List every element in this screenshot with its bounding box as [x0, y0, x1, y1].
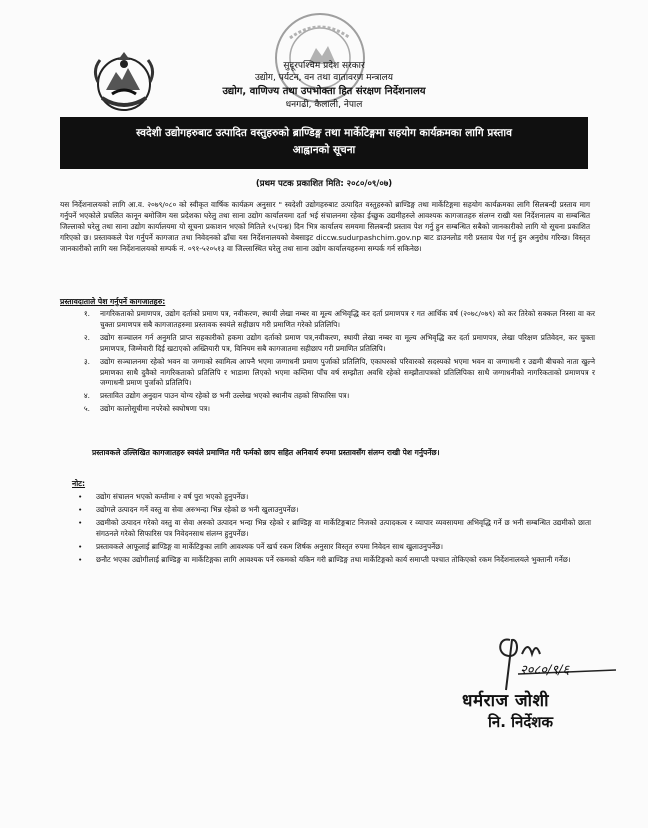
documents-list — [60, 309, 595, 417]
bullet-icon: • — [78, 541, 83, 551]
signatory-title: नि. निर्देशक — [488, 713, 554, 731]
document-item — [60, 391, 595, 402]
notes-list — [78, 492, 591, 567]
bullet-icon: • — [78, 492, 83, 501]
note-item — [78, 517, 591, 540]
notice-title-line1: स्वदेशी उद्योगहरुबाट उत्पादित वस्तुहरुको ब्राण्डिङ्ग तथा मार्केटिङ्गमा सहयोग कार्यक्रमका लागि प्रस्ताव — [136, 127, 512, 139]
note-item — [78, 554, 591, 566]
note-item — [78, 541, 591, 553]
note-item — [78, 504, 591, 516]
signature-date: २०८०/९/६ — [520, 663, 570, 678]
item-text: प्रस्तावित उद्योग अनुदान पाउन योग्य रहेको छ भनी उल्लेख भएको स्थानीय तहको सिफारिस पत्र। — [100, 391, 350, 401]
notice-title-line2: आह्वानको सूचना — [292, 144, 356, 156]
document-item — [60, 309, 595, 331]
document-item — [60, 357, 595, 390]
letterhead-ministry: उद्योग, पर्यटन, वन तथा वातावरण मन्त्रालय — [254, 73, 394, 83]
item-text: नागरिकताको प्रमाणपत्र, उद्योग दर्ताको प्रमाण पत्र, नवीकरण, स्थायी लेखा नम्बर वा मूल्य अभिवृद्धि कर दर्ता प्रमाणपत्र र गत आर्थिक वर्ष (२०७८/०७९) को कर तिरेको सक्कल निस्सा वा कर चुक्ता प्रमाणपत्र सबै कागजातहरुमा प्रस्तावक स्वयंले सहीछाप गरी प्रमाणित गरेको प्रतिलिपि। — [100, 309, 595, 329]
document-item — [60, 404, 595, 415]
item-text: उद्योग सञ्चालन गर्न अनुमति प्राप्त सहकारीको हकमा उद्योग दर्ताको प्रमाण पत्र,नवीकरण, स्थायी लेखा नम्बर वा मूल्य अभिवृद्धि कर दर्ता प्रमाणपत्र, लेखा परिक्षण प्रतिवेदन, कर चुक्ता प्रमाणपत्र, जिम्मेवारी दिई खटाएको अख्तियारी पत्र, विनियम सबै कागजातमा सहीछाप गरी प्रमाणित प्रतिलिपि। — [100, 332, 595, 353]
note-text: छनौट भएका उद्योगीलाई ब्राण्डिङ्ग वा मार्केटिङ्गका लागि आवश्यक पर्ने रकमको यकिन गरी ब्राण्डिङ्ग तथा मार्केटिङ्गको कार्य समाप्ती पश्चात तोकिएको रकम निर्देशनालयले भुक्तानी गर्नेछ। — [96, 554, 571, 564]
item-number: १. — [83, 309, 90, 318]
publication-date: (प्रथम पटक प्रकाशित मिति: २०८०/०९/०७) — [255, 179, 393, 189]
bullet-icon: • — [78, 517, 83, 527]
closing-instruction: प्रस्तावकले उल्लिखित कागजातहरु स्वयंले प्रमाणित गरी फर्मको छाप सहित अनिवार्य रुपमा प्रस्तावसँग संलग्न राखी पेश गर्नुपर्नेछ। — [92, 448, 440, 457]
note-heading: नोट: — [72, 479, 86, 488]
item-text: उद्योग सञ्चालनमा रहेको भवन वा जग्गाको स्वामित्व आफ्नै भएमा जग्गाधनी प्रमाण पुर्जाको प्रतिलिपि, एकाघरको परिवारको सदस्यको भएमा भवन वा जग्गाधनी र उद्यमी बीचको नाता खुल्ने प्रमाणका साथै दुवैको नागरिकताको प्रतिलिपि र भाडामा लिएको भएमा कम्तिमा पाँच वर्ष सम्झौता अवधि रहेको सम्झौतापत्रको प्रतिलिपिका साथै जग्गाधनीको नागरिकताको प्रमाणपत्र र जग्गाधनी प्रमाण पुर्जाको प्रतिलिपि। — [100, 356, 595, 388]
note-text: प्रस्तावकले आफूलाई ब्राण्डिङ्ग वा मार्केटिङ्गका लागि आवश्यक पर्ने खर्च रकम शिर्षक अनुसार विस्तृत रुपमा निवेदन साथ खुलाउनुपर्नेछ। — [96, 541, 444, 551]
item-number: ३. — [83, 356, 90, 366]
item-number: ५. — [83, 404, 90, 414]
bullet-icon: • — [78, 554, 83, 564]
notice-title-banner — [60, 117, 588, 169]
item-number: २. — [83, 332, 90, 342]
note-item — [78, 492, 591, 503]
letterhead-address: धनगढी, कैलाली, नेपाल — [285, 100, 363, 110]
documents-heading: प्रस्तावदाताले पेश गर्नुपर्ने कागजातहरु: — [60, 297, 166, 306]
item-text: उद्योग कालोसूचीमा नपरेको स्वघोषणा पत्र। — [100, 404, 211, 414]
letterhead-directorate: उद्योग, वाणिज्य तथा उपभोक्ता हित संरक्षण निर्देशनालय — [222, 86, 426, 97]
signatory-name: धर्मराज जोशी — [462, 691, 549, 711]
note-text: उद्यमीको उत्पादन गरेको वस्तु वा सेवा अरुको उत्पादन भन्दा भिन्न रहेको र ब्राण्डिङ्ग वा मार्केटिङ्गबाट निजको उत्पादकत्व र व्यापार व्यवसायमा अभिवृद्धि गर्ने छ भनी सम्बन्धित उद्यमीको छाता संगठनले गरेको सिफारिस पत्र निवेदनसाथ संलग्न हुनुपर्नेछ। — [96, 517, 591, 538]
bullet-icon: • — [78, 504, 83, 514]
item-number: ४. — [83, 391, 90, 401]
note-text: उद्योग संचालन भएको कम्तीमा २ वर्ष पुरा भएको हुनुपर्नेछ। — [96, 492, 249, 501]
letterhead-government: सुदूरपश्चिम प्रदेश सरकार — [283, 61, 365, 71]
intro-paragraph: यस निर्देशनालयको लागि आ.व. २०७९/०८० को स्वीकृत वार्षिक कार्यक्रम अनुसार " स्वदेशी उद्योगहरुबाट उत्पादित वस्तुहरुको ब्राण्डिङ्ग तथा मार्केटिङ्गमा सहयोग कार्यक्रमका लागि सिलबन्दी प्रस्ताव माग गर्नुपर्ने भएकोले प्रचलित कानून बमोजिम यस प्रदेशका घरेलु तथा साना उद्योग कार्यालयमा दर्ता भई संचालनमा रहेका ईच्छुक उद्यमीहरुले आवश्यक कागजातहरु संलग्न राखी यस निर्देशनालय वा सम्बन्धित जिल्लाको घरेलु तथा साना उद्योग कार्यालयमा यो सूचना प्रकाशन भएको मितिले १५(पन्ध्र) दिन भित्र कार्यालय समयमा सिलबन्दी प्रस्ताव पेश गर्नु हुन सम्बन्धित सबैको जानकारीको लागि यो सूचना प्रकाशित गरिएको छ। प्रस्तावकले पेश गर्नुपर्ने कागजात तथा निवेदनको ढाँचा यस निर्देशनालयको वेबसाइट diccw.sudurpashchim.gov.np बाट डाउनलोड गरी प्रस्ताव पेश गर्नु हुन अनुरोध गरिन्छ। विस्तृत जानकारीको लागि यस निर्देशनालयको सम्पर्क नं. ०९१-५२०५१३ वा जिल्लास्थित घरेलु तथा साना उद्योग कार्यालयहरुमा सम्पर्क गर्न सकिनेछ। — [60, 200, 590, 253]
note-text: उद्योगले उत्पादन गर्ने वस्तु वा सेवा अरुभन्दा भिन्न रहेको छ भनी खुलाउनुपर्नेछ। — [96, 504, 299, 514]
document-item — [60, 333, 595, 355]
